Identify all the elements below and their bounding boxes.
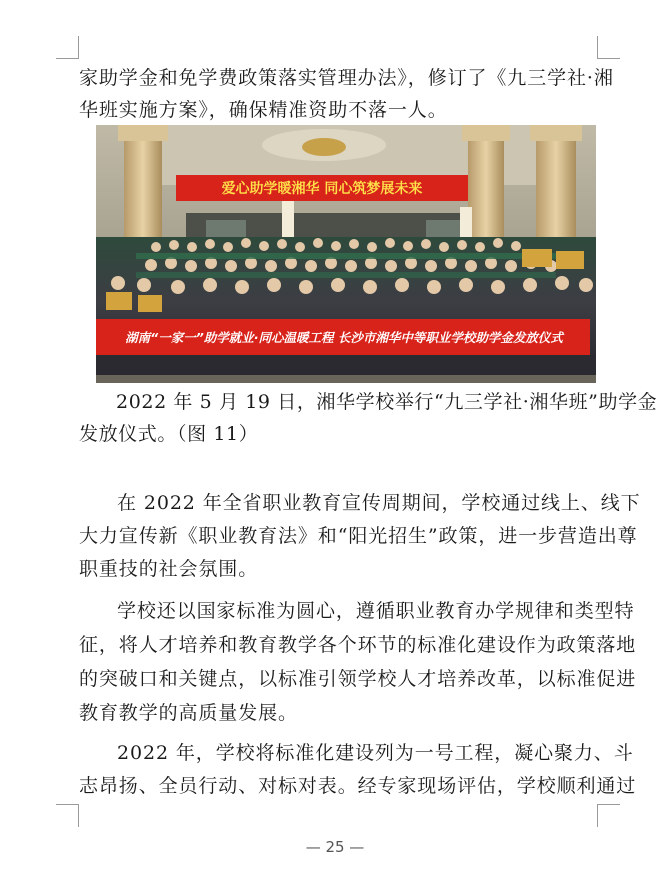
paragraph-line: 2022 年，学校将标准化建设列为一号工程，凝心聚力、斗	[117, 742, 634, 764]
paragraph-line: 职重技的社会氛围。	[79, 558, 259, 580]
crop-mark-top-right	[597, 36, 620, 59]
top-banner-text: 爱心助学暖湘华 同心筑梦展未来	[221, 181, 423, 197]
ceremony-photo	[96, 125, 596, 383]
crop-mark-bottom-right	[597, 804, 620, 827]
body-line: 家助学金和免学费政策落实管理办法》，修订了《九三学社·湘	[79, 67, 614, 89]
photo-caption: 2022 年 5 月 19 日，湘华学校举行“九三学社·湘华班”助学金	[116, 391, 658, 413]
paragraph-line: 征，将人才培养和教育教学各个环节的标准化建设作为政策落地	[79, 634, 637, 656]
photo-caption: 发放仪式。（图 11）	[79, 423, 259, 445]
paragraph-line: 志昂扬、全员行动、对标对表。经专家现场评估，学校顺利通过	[79, 775, 637, 797]
paragraph-line: 教育教学的高质量发展。	[79, 702, 298, 724]
bottom-banner-text: 湖南“一家一”助学就业·同心温暖工程 长沙市湘华中等职业学校助学金发放仪式	[125, 330, 563, 345]
body-line: 华班实施方案》，确保精准资助不落一人。	[79, 99, 448, 121]
paragraph-line: 在 2022 年全省职业教育宣传周期间，学校通过线上、线下	[117, 492, 641, 514]
paragraph-line: 学校还以国家标准为圆心，遵循职业教育办学规律和类型特	[117, 600, 635, 622]
page-number: — 25 —	[305, 838, 365, 856]
crop-mark-top-left	[56, 36, 79, 59]
crop-mark-bottom-left	[56, 804, 79, 827]
paragraph-line: 大力宣传新《职业教育法》和“阳光招生”政策，进一步营造出尊	[79, 525, 638, 547]
paragraph-line: 的突破口和关键点，以标准引领学校人才培养改革，以标准促进	[79, 668, 637, 690]
